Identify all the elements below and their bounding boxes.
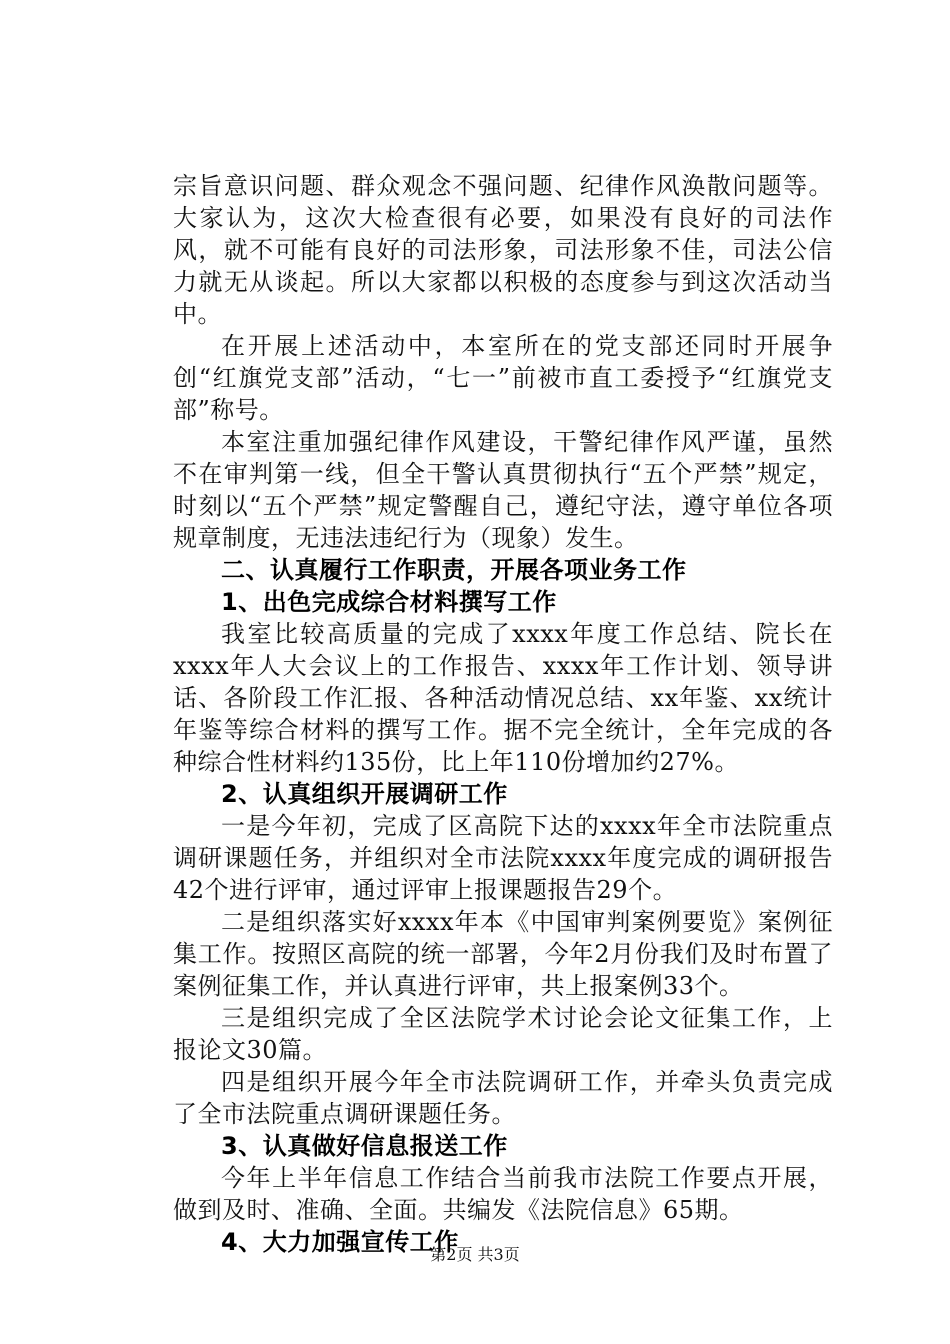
paragraph: 今年上半年信息工作结合当前我市法院工作要点开展，做到及时、准确、全面。共编发《法院信息》65期。 [173,1164,833,1224]
paragraph: 在开展上述活动中，本室所在的党支部还同时开展争创“红旗党支部”活动，“七一”前被市直工委授予“红旗党支部”称号。 [173,332,833,424]
paragraph: 我室比较高质量的完成了xxxx年度工作总结、院长在xxxx年人大会议上的工作报告、xxxx年工作计划、领导讲话、各阶段工作汇报、各种活动情况总结、xx年鉴、xx统计年鉴等综合材料的撰写工作。据不完全统计，全年完成的各种综合性材料约135份，比上年110份增加约27%。 [173,620,833,776]
section-heading: 二、认真履行工作职责，开展各项业务工作 [221,556,687,584]
paragraph: 二是组织落实好xxxx年本《中国审判案例要览》案例征集工作。按照区高院的统一部署，今年2月份我们及时布置了案例征集工作，并认真进行评审，共上报案例33个。 [173,908,833,1000]
subsection-heading: 1、出色完成综合材料撰写工作 [221,588,557,616]
subsection-heading: 2、认真组织开展调研工作 [221,780,508,808]
paragraph: 一是今年初，完成了区高院下达的xxxx年全市法院重点调研课题任务，并组织对全市法院xxxx年度完成的调研报告42个进行评审，通过评审上报课题报告29个。 [173,812,833,904]
paragraph: 宗旨意识问题、群众观念不强问题、纪律作风涣散问题等。大家认为，这次大检查很有必要，如果没有良好的司法作风，就不可能有良好的司法形象，司法形象不佳，司法公信力就无从谈起。所以大家都以积极的态度参与到这次活动当中。 [173,172,833,328]
paragraph: 本室注重加强纪律作风建设，干警纪律作风严谨，虽然不在审判第一线，但全干警认真贯彻执行“五个严禁”规定，时刻以“五个严禁”规定警醒自己，遵纪守法，遵守单位各项规章制度，无违法违纪行为（现象）发生。 [173,428,833,552]
paragraph: 四是组织开展今年全市法院调研工作，并牵头负责完成了全市法院重点调研课题任务。 [173,1068,833,1128]
paragraph: 三是组织完成了全区法院学术讨论会论文征集工作，上报论文30篇。 [173,1004,833,1064]
subsection-heading: 3、认真做好信息报送工作 [221,1132,508,1160]
subsection-heading: 4、大力加强宣传工作 [221,1228,459,1256]
document-body [173,170,833,1258]
page-footer: 第2页 共3页 [430,1245,520,1264]
